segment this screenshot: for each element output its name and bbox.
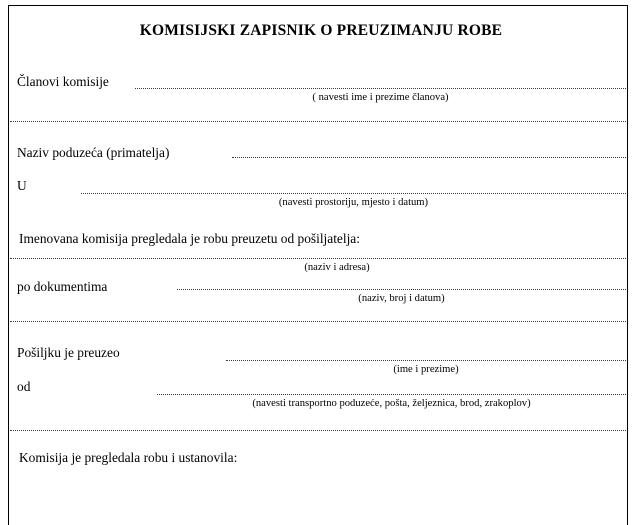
page-title: KOMISIJSKI ZAPISNIK O PREUZIMANJU ROBE (139, 22, 503, 39)
statement-komisija-ustanovila: Komisija je pregledala robu i ustanovila: (19, 450, 238, 465)
field-line-naziv-poduzeca[interactable] (232, 157, 626, 158)
label-naziv-poduzeca: Naziv poduzeća (primatelja) (17, 145, 170, 160)
field-line-posiljku-je-preuzeo[interactable] (226, 360, 626, 361)
hint-ime-i-prezime: (ime i prezime) (393, 364, 459, 375)
section-separator-2[interactable] (10, 258, 627, 259)
field-line-clanovi-komisije[interactable] (135, 88, 626, 89)
label-od-transport: od (17, 379, 31, 394)
statement-imenovana-komisija: Imenovana komisija pregledala je robu preuzetu od pošiljatelja: (19, 231, 360, 246)
field-line-u-mjesto[interactable] (81, 193, 626, 194)
hint-clanovi-komisije: ( navesti ime i prezime članova) (312, 92, 449, 103)
label-clanovi-komisije: Članovi komisije (17, 74, 109, 89)
label-posiljku-je-preuzeo: Pošiljku je preuzeo (17, 345, 120, 360)
label-u-mjesto: U (17, 178, 27, 193)
section-separator-4 (10, 430, 627, 431)
section-separator-3 (10, 321, 627, 322)
hint-po-dokumentima: (naziv, broj i datum) (358, 293, 445, 304)
field-line-od-transport[interactable] (157, 394, 626, 395)
section-separator-1 (10, 121, 627, 122)
hint-u-mjesto: (navesti prostoriju, mjesto i datum) (278, 197, 429, 208)
hint-naziv-i-adresa: (naziv i adresa) (304, 262, 370, 273)
hint-od-transport: (navesti transportno poduzeće, pošta, željeznica, brod, zrakoplov) (252, 398, 531, 409)
field-line-po-dokumentima[interactable] (177, 289, 626, 290)
label-po-dokumentima: po dokumentima (17, 279, 108, 294)
